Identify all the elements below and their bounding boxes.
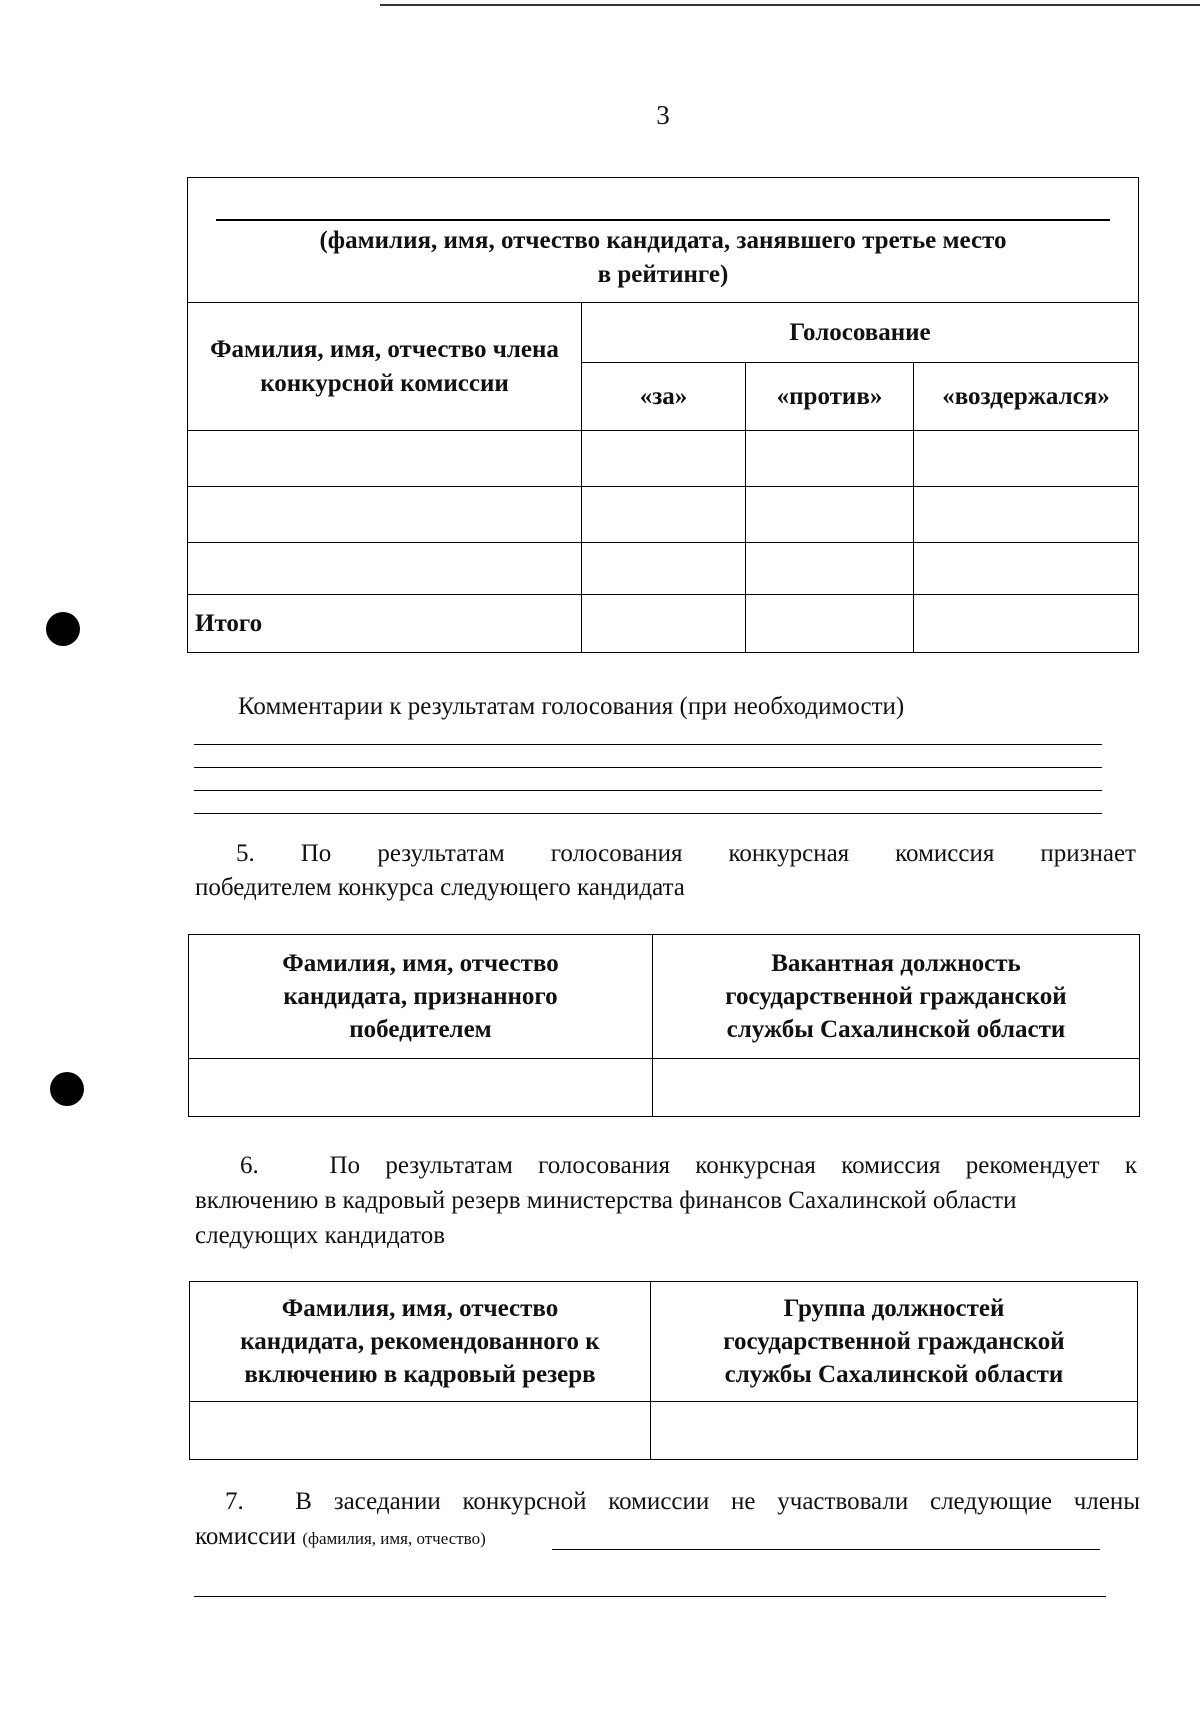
vote-abstained-header: «воздержался» <box>914 363 1139 431</box>
section-word: голосования <box>550 840 683 867</box>
member-name-header: Фамилия, имя, отчество члена конкурсной комиссии <box>188 303 582 431</box>
section-number: 6. <box>240 1152 259 1179</box>
comment-fill-line <box>194 813 1102 814</box>
candidate-caption <box>188 224 1138 292</box>
comment-fill-line <box>194 790 1102 791</box>
empty-cell <box>188 431 582 487</box>
section-word: По <box>300 840 332 867</box>
table-row <box>188 431 1139 487</box>
empty-cell <box>914 595 1139 653</box>
section-5-line-1 <box>236 836 1136 872</box>
winner-name-header: Фамилия, имя, отчество кандидата, признанного победителем <box>189 935 653 1059</box>
comment-fill-line <box>194 744 1102 745</box>
vacant-position-header: Вакантная должность государственной гражданской службы Сахалинской области <box>653 935 1140 1059</box>
reserve-candidate-header: Фамилия, имя, отчество кандидата, рекомендованного к включению в кадровый резерв <box>190 1282 651 1402</box>
voting-table <box>187 177 1139 653</box>
section-word: результатам <box>377 840 505 867</box>
empty-cell <box>190 1402 651 1460</box>
empty-cell <box>582 431 746 487</box>
table-row <box>190 1402 1138 1460</box>
empty-cell <box>189 1059 653 1117</box>
section-7-line-2 <box>195 1519 486 1557</box>
empty-cell <box>914 543 1139 595</box>
section-5-line-2: победителем конкурса следующего кандидата <box>195 874 685 901</box>
section-6-line-3: следующих кандидатов <box>195 1222 446 1249</box>
total-label: Итого <box>188 595 582 653</box>
empty-cell <box>914 487 1139 543</box>
candidate-name-cell <box>188 178 1139 303</box>
table-row <box>188 595 1139 653</box>
empty-cell <box>746 431 914 487</box>
section-text: комиссии <box>195 1523 297 1550</box>
empty-cell <box>746 595 914 653</box>
empty-cell <box>582 595 746 653</box>
table-row <box>188 487 1139 543</box>
empty-cell <box>746 543 914 595</box>
section-word: конкурсная <box>728 840 850 867</box>
section-number: 7. <box>225 1488 244 1515</box>
section-6-line-2: включению в кадровый резерв министерства финансов Сахалинской области <box>195 1187 1017 1214</box>
empty-cell <box>582 487 746 543</box>
section-text: В заседании конкурсной комиссии не участвовали следующие члены <box>295 1488 1141 1515</box>
empty-cell <box>582 543 746 595</box>
absent-members-fill-line <box>552 1549 1100 1550</box>
empty-cell <box>651 1402 1138 1460</box>
section-7-line-1 <box>225 1484 1140 1520</box>
vote-for-header: «за» <box>582 363 746 431</box>
voting-header: Голосование <box>582 303 1139 363</box>
section-note: (фамилия, имя, отчество) <box>302 1529 486 1548</box>
page-number: 3 <box>656 100 670 130</box>
position-group-header: Группа должностей государственной гражданской службы Сахалинской области <box>651 1282 1138 1402</box>
winner-table <box>188 934 1140 1117</box>
section-word: признает <box>1040 840 1136 867</box>
comment-fill-line <box>194 767 1102 768</box>
top-edge-rule <box>380 4 1200 6</box>
absent-members-fill-line <box>194 1596 1106 1597</box>
candidate-caption-line: (фамилия, имя, отчество кандидата, занявшего третье место <box>319 227 1007 254</box>
section-text: По результатам голосования конкурсная комиссия рекомендует к <box>329 1152 1138 1179</box>
table-row <box>189 1059 1140 1117</box>
section-word: комиссия <box>895 840 995 867</box>
empty-cell <box>746 487 914 543</box>
table-row <box>188 543 1139 595</box>
punch-hole-mark <box>50 1072 84 1106</box>
reserve-table <box>189 1281 1138 1460</box>
section-number: 5. <box>236 840 255 867</box>
empty-cell <box>653 1059 1140 1117</box>
comments-label: Комментарии к результатам голосования (при необходимости) <box>238 693 905 720</box>
punch-hole-mark <box>46 612 80 646</box>
vote-against-header: «против» <box>746 363 914 431</box>
section-6-line-1 <box>240 1148 1137 1184</box>
empty-cell <box>914 431 1139 487</box>
candidate-name-fill-line <box>216 219 1110 221</box>
candidate-caption-line: в рейтинге) <box>597 261 729 288</box>
empty-cell <box>188 543 582 595</box>
empty-cell <box>188 487 582 543</box>
